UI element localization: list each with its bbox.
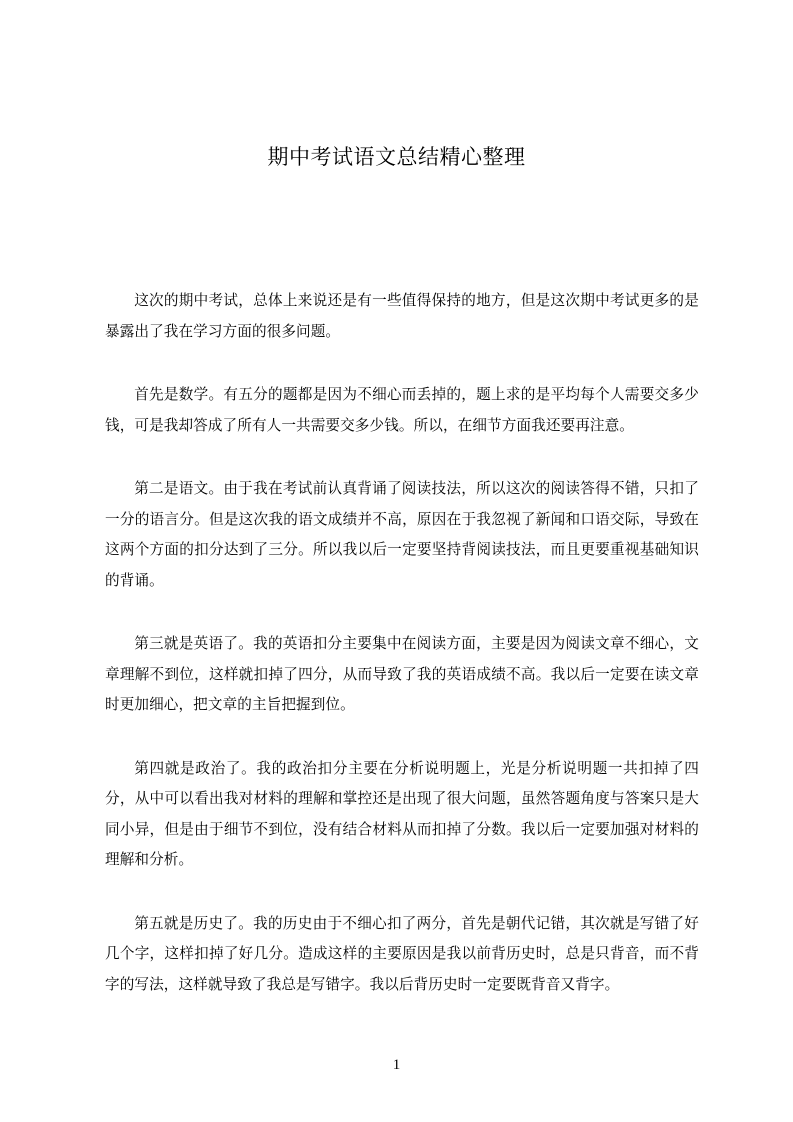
document-body bbox=[105, 286, 699, 1033]
paragraph-english: 第三就是英语了。我的英语扣分主要集中在阅读方面，主要是因为阅读文章不细心，文章理解不到位，这样就扣掉了四分，从而导致了我的英语成绩不高。我以后一定要在读文章时更加细心，把文章的主旨把握到位。 bbox=[105, 635, 699, 713]
paragraph-politics: 第四就是政治了。我的政治扣分主要在分析说明题上，光是分析说明题一共扣掉了四分，从中可以看出我对材料的理解和掌控还是出现了很大问题，虽然答题角度与答案只是大同小异，但是由于细节不到位，没有结合材料从而扣掉了分数。我以后一定要加强对材料的理解和分析。 bbox=[105, 759, 699, 868]
paragraph-intro: 这次的期中考试，总体上来说还是有一些值得保持的地方，但是这次期中考试更多的是暴露出了我在学习方面的很多问题。 bbox=[105, 292, 699, 340]
page-number: 1 bbox=[392, 1057, 401, 1073]
paragraph-history: 第五就是历史了。我的历史由于不细心扣了两分，首先是朝代记错，其次就是写错了好几个字，这样扣掉了好几分。造成这样的主要原因是我以前背历史时，总是只背音，而不背字的写法，这样就导致了我总是写错字。我以后背历史时一定要既背音又背字。 bbox=[105, 914, 699, 993]
document-title: 期中考试语文总结精心整理 bbox=[267, 145, 526, 169]
paragraph-chinese: 第二是语文。由于我在考试前认真背诵了阅读技法，所以这次的阅读答得不错，只扣了一分的语言分。但是这次我的语文成绩并不高，原因在于我忽视了新闻和口语交际，导致在这两个方面的扣分达到了三分。所以我以后一定要坚持背阅读技法，而且更要重视基础知识的背诵。 bbox=[105, 480, 699, 589]
paragraph-math: 首先是数学。有五分的题都是因为不细心而丢掉的，题上求的是平均每个人需要交多少钱，可是我却答成了所有人一共需要交多少钱。所以，在细节方面我还要再注意。 bbox=[105, 386, 699, 434]
